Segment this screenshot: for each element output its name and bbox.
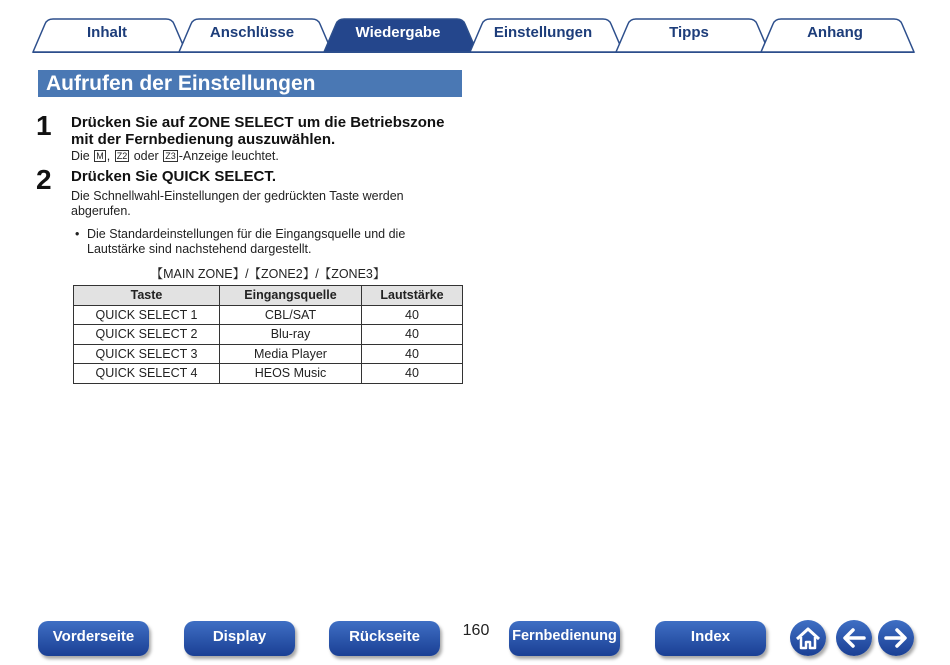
table-row <box>74 325 463 345</box>
tab-einstellungen[interactable]: Einstellungen <box>493 24 593 41</box>
zone-main-key: M <box>96 151 104 161</box>
step-1-note-or: oder <box>133 149 159 163</box>
zone-3-key: Z3 <box>165 151 176 161</box>
table-cell: 40 <box>362 344 463 364</box>
step-1-number: 1 <box>36 110 52 141</box>
bullet-text: Die Standardeinstellungen für die Eingangsquelle und die Lautstärke sind nachstehend dargestellt. <box>87 227 406 256</box>
table-header-row <box>74 286 463 306</box>
forward-button[interactable] <box>878 620 914 656</box>
table-cell: QUICK SELECT 3 <box>74 344 220 364</box>
table-cell: 40 <box>362 364 463 384</box>
table-row <box>74 344 463 364</box>
arrow-left-icon <box>836 620 872 656</box>
page-title: Aufrufen der Einstellungen <box>38 70 462 97</box>
tab-wiedergabe[interactable]: Wiedergabe <box>355 24 441 41</box>
step-1-note-suffix: -Anzeige leuchtet. <box>178 149 279 163</box>
arrow-right-icon <box>878 620 914 656</box>
bullet-dot: • <box>75 227 80 241</box>
display-button[interactable]: Display <box>184 621 295 656</box>
table-cell: CBL/SAT <box>220 305 362 325</box>
step-1-note: Die M , Z2 oder Z3 -Anzeige leuchtet. <box>71 149 279 163</box>
rueckseite-button[interactable]: Rückseite <box>329 621 440 656</box>
tab-inhalt[interactable]: Inhalt <box>87 24 127 41</box>
fernbedienung-button[interactable]: Fernbedienung <box>509 621 620 656</box>
home-icon <box>790 620 826 656</box>
table-cell: HEOS Music <box>220 364 362 384</box>
back-button[interactable] <box>836 620 872 656</box>
zone-2-key: Z2 <box>116 151 128 161</box>
table-cell: Blu-ray <box>220 325 362 345</box>
step-2-title: Drücken Sie QUICK SELECT. <box>71 168 277 185</box>
table-cell: Media Player <box>220 344 362 364</box>
table-cell: 40 <box>362 305 463 325</box>
step-1-note-prefix: Die <box>71 149 90 163</box>
column-header-eingangsquelle: Eingangsquelle <box>220 286 362 306</box>
home-button[interactable] <box>790 620 826 656</box>
table-row <box>74 364 463 384</box>
vorderseite-button[interactable]: Vorderseite <box>38 621 149 656</box>
tab-tipps[interactable]: Tipps <box>669 24 709 41</box>
step-2-note: Die Schnellwahl-Einstellungen der gedrückten Taste werden abgerufen. <box>71 189 404 218</box>
quick-select-table <box>73 285 463 384</box>
step-1-title: Drücken Sie auf ZONE SELECT um die Betriebszone mit der Fernbedienung auszuwählen. <box>71 114 445 148</box>
table-cell: QUICK SELECT 2 <box>74 325 220 345</box>
column-header-taste: Taste <box>74 286 220 306</box>
table-row <box>74 305 463 325</box>
table-cell: 40 <box>362 325 463 345</box>
table-cell: QUICK SELECT 4 <box>74 364 220 384</box>
step-2-number: 2 <box>36 164 52 195</box>
page-number: 160 <box>462 622 490 639</box>
table-cell: QUICK SELECT 1 <box>74 305 220 325</box>
zone-caption: 【MAIN ZONE】/【ZONE2】/【ZONE3】 <box>150 267 386 281</box>
column-header-lautstaerke: Lautstärke <box>362 286 463 306</box>
index-button[interactable]: Index <box>655 621 766 656</box>
tab-anhang[interactable]: Anhang <box>807 24 863 41</box>
tab-anschluesse[interactable]: Anschlüsse <box>209 24 295 41</box>
